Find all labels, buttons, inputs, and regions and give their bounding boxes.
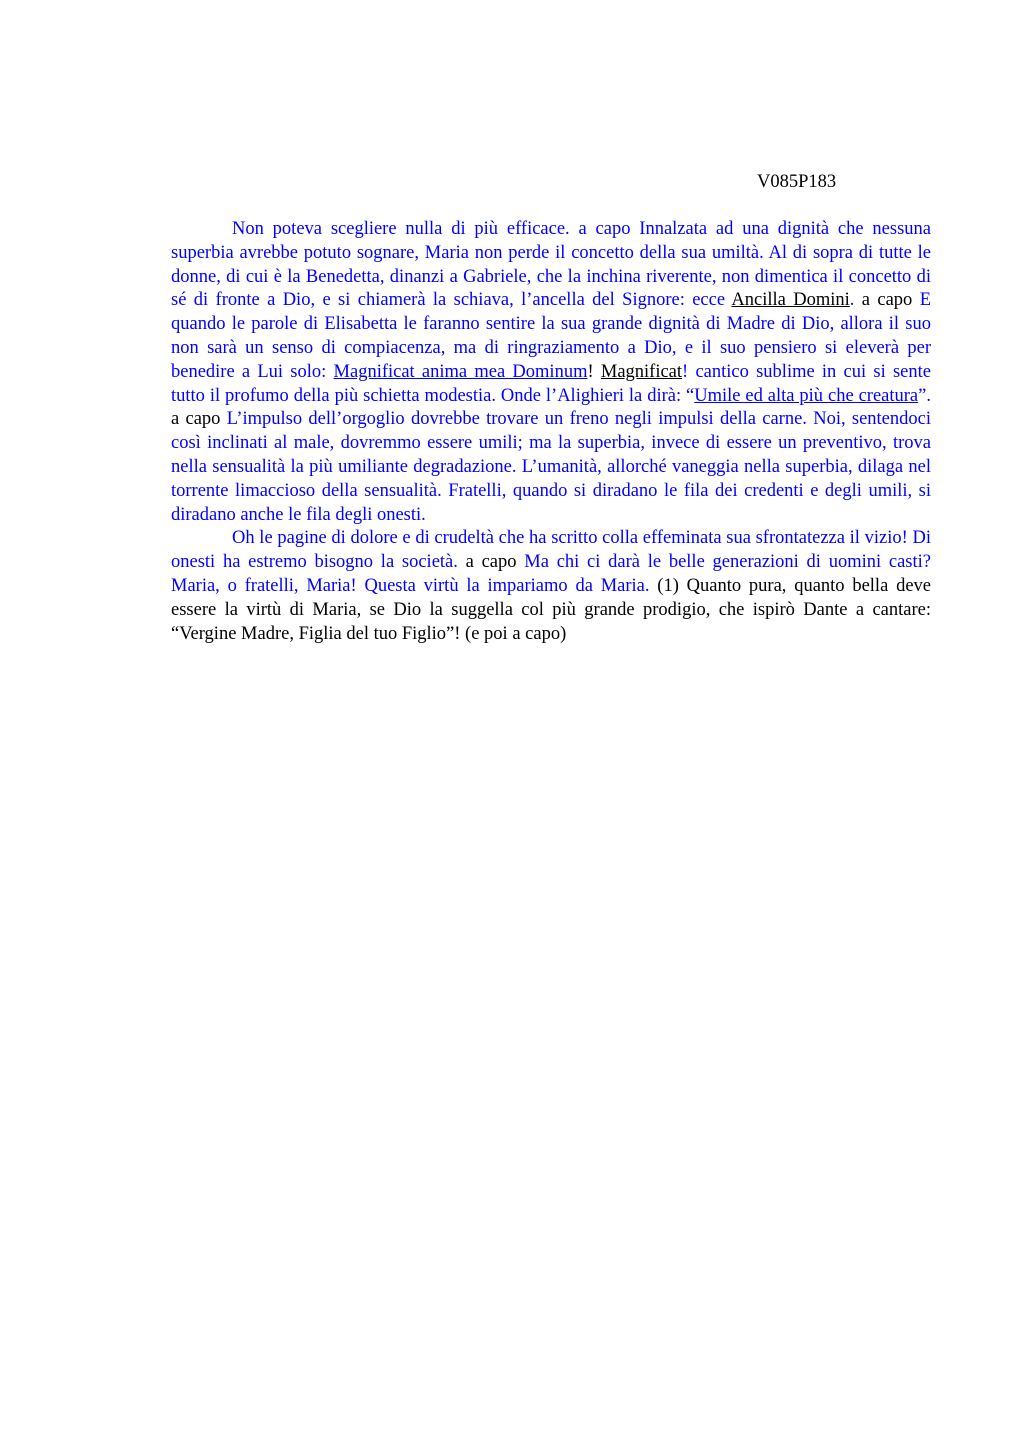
text-run: ! [587, 361, 601, 382]
paragraph-2 [171, 527, 931, 646]
document-body [171, 218, 931, 646]
latin-quote-magnificat: Magnificat anima mea Dominum [333, 361, 588, 382]
editorial-note: a capo [854, 290, 920, 311]
editorial-note: a capo [457, 552, 525, 573]
dante-quote: Umile ed alta più che creatura [694, 385, 919, 406]
text-run: ! cantico sublime in cui si sente tutto il profumo della più schietta modestia. Onde l’Alighieri la dirà: “ [171, 361, 931, 406]
text-run: . [849, 290, 855, 311]
text-run: Non poteva scegliere nulla di più efficace. a capo Innalzata ad una dignità che nessuna superbia avrebbe potuto sognare, Maria non perde il concetto della sua umiltà. Al di sopra di tutte le donne, di cui è la Benedetta, dinanzi a Gabriele, che la inchina riverente, non dimentica il concetto di sé di fronte a Dio, e si chiamerà la schiava, l’ancella del Signore: ecce [171, 219, 931, 311]
page-identifier: V085P183 [757, 172, 837, 192]
latin-quote-magnificat-short: Magnificat [600, 361, 683, 382]
text-run: ”. [918, 385, 931, 406]
paragraph-1 [171, 218, 931, 527]
text-run: E quando le parole di Elisabetta le faranno sentire la sua grande dignità di Madre di Dio, allora il suo non sarà un senso di compiacenza, ma di ringraziamento a Dio, e il suo pensiero si eleverà per benedire a Lui solo: [171, 290, 932, 382]
text-run: (1) Quanto pura, quanto bella deve essere la virtù di Maria, se Dio la suggella col più grande prodigio, che ispirò Dante a cantare: “Vergine Madre, Figlia del tuo Figlio”! (e poi a capo) [171, 575, 931, 644]
text-run: Ma chi ci darà le belle generazioni di uomini casti? Maria, o fratelli, Maria! Questa virtù la impariamo da Maria. [171, 552, 931, 596]
text-run: L’impulso dell’orgoglio dovrebbe trovare un freno negli impulsi della carne. Noi, sentendoci così inclinati al male, dovremmo essere umili; ma la superbia, invece di essere un preventivo, trova nella sensualità la più umiliante degradazione. L’umanità, allorché vaneggia nella superbia, dilaga nel torrente limaccioso della sensualità. Fratelli, quando si diradano le fila dei credenti e degli umili, si diradano anche le fila degli onesti. [171, 409, 931, 525]
editorial-note: a capo [171, 409, 227, 430]
latin-quote-ancilla-domini: Ancilla Domini [731, 290, 850, 311]
text-run: Oh le pagine di dolore e di crudeltà che ha scritto colla effeminata sua sfrontatezza il vizio! Di onesti ha estremo bisogno la società. [171, 528, 931, 573]
